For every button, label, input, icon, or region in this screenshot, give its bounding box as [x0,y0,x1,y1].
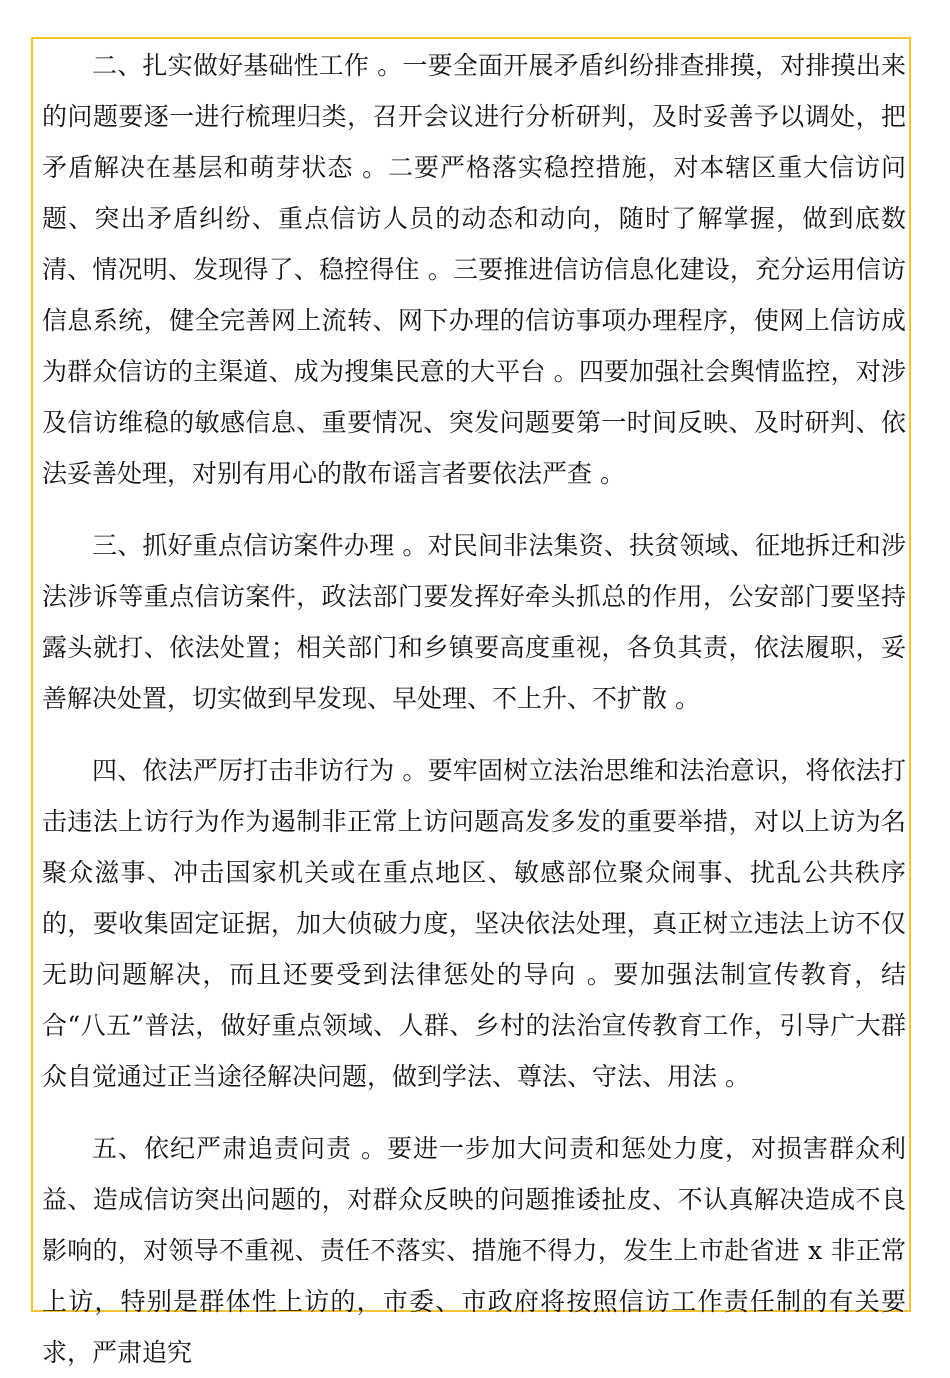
document-body [42,40,906,1378]
paragraph-basic-work: 二、扎实做好基础性工作 。一要全面开展矛盾纠纷排查排摸，对排摸出来的问题要逐一进行梳理归类，召开会议进行分析研判，及时妥善予以调处，把矛盾解决在基层和萌芽状态 。二要严格落实稳控措施，对本辖区重大信访问题、突出矛盾纠纷、重点信访人员的动态和动向，随时了解掌握，做到底数清、情况明、发现得了、稳控得住 。三要推进信访信息化建设，充分运用信访信息系统，健全完善网上流转、网下办理的信访事项办理程序，使网上信访成为群众信访的主渠道、成为搜集民意的大平台 。四要加强社会舆情监控，对涉及信访维稳的敏感信息、重要情况、突发问题要第一时间反映、及时研判、依法妥善处理，对别有用心的散布谣言者要依法严查 。 [42,51,906,488]
paragraph-accountability: 五、依纪严肃追责问责 。要进一步加大问责和惩处力度，对损害群众利益、造成信访突出问题的，对群众反映的问题推诿扯皮、不认真解决造成不良影响的，对领导不重视、责任不落实、措施不得力，发生上市赴省进 x 非正常上访，特别是群体性上访的，市委、市政府将按照信访工作责任制的有关要求，严肃追究 [42,1134,906,1367]
paragraph-crackdown: 四、依法严厉打击非访行为 。要牢固树立法治思维和法治意识，将依法打击违法上访行为作为遏制非正常上访问题高发多发的重要举措，对以上访为名聚众滋事、冲击国家机关或在重点地区、敏感部位聚众闹事、扰乱公共秩序的，要收集固定证据，加大侦破力度，坚决依法处理，真正树立违法上访不仅无助问题解决，而且还要受到法律惩处的导向 。要加强法制宣传教育，结合“八五”普法，做好重点领域、人群、乡村的法治宣传教育工作，引导广大群众自觉通过正当途径解决问题，做到学法、尊法、守法、用法 。 [42,756,906,1091]
paragraph-key-cases: 三、抓好重点信访案件办理 。对民间非法集资、扶贫领域、征地拆迁和涉法涉诉等重点信访案件，政法部门要发挥好牵头抓总的作用，公安部门要坚持露头就打、依法处置；相关部门和乡镇要高度重视，各负其责，依法履职，妥善解决处置，切实做到早发现、早处理、不上升、不扩散 。 [42,531,906,713]
